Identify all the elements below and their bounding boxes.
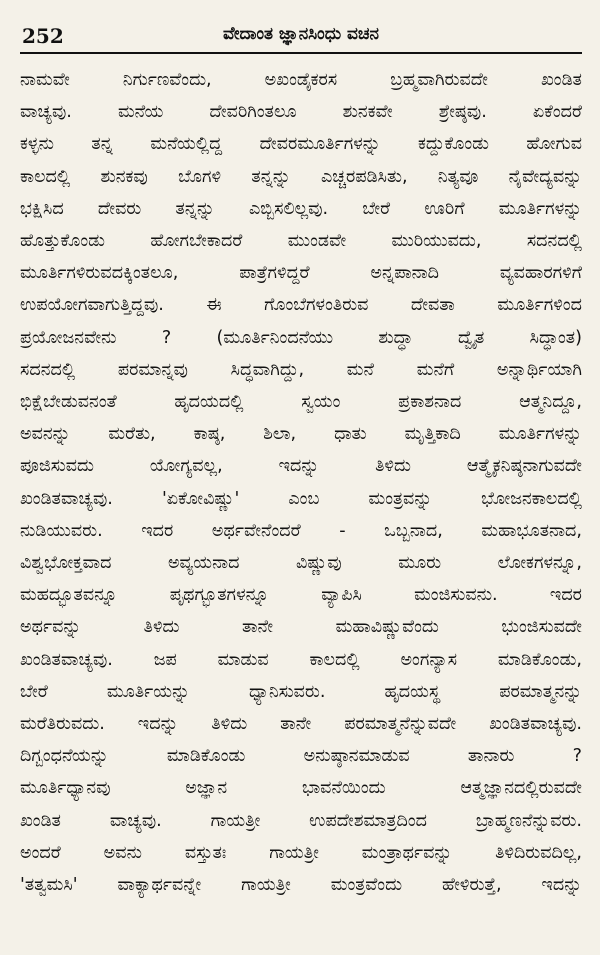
page-number: 252 xyxy=(22,24,64,48)
page-header xyxy=(20,18,582,48)
text-line: ಮೂರ್ತಿಗಳಿರುವದಕ್ಕಿಂತಲೂ, ಪಾತ್ರೆಗಳಿದ್ದರೆ ಅನ್ನಪಾನಾದಿ ವ್ಯವಹಾರಗಳಿಗೆ xyxy=(20,263,582,284)
text-line: ಪೂಜಿಸುವದು ಯೋಗ್ಯವಲ್ಲ, ಇದನ್ನು ತಿಳಿದು ಆತ್ಮೈಕನಿಷ್ಠನಾಗುವದೇ xyxy=(20,456,582,477)
text-line: 'ತತ್ವಮಸಿ' ವಾಕ್ಯಾರ್ಥವನ್ನೇ ಗಾಯತ್ರೀ ಮಂತ್ರವೆಂದು ಹೇಳಿರುತ್ತೆ, ಇದನ್ನು xyxy=(20,875,582,896)
text-line: ಭಿಕ್ಷೆಬೇಡುವನಂತೆ ಹೃದಯದಲ್ಲಿ ಸ್ವಯಂ ಪ್ರಕಾಶನಾದ ಆತ್ಮನಿದ್ದೂ, xyxy=(20,392,582,413)
text-line: ಕಳ್ಳನು ತನ್ನ ಮನೆಯಲ್ಲಿದ್ದ ದೇವರಮೂರ್ತಿಗಳನ್ನು ಕದ್ದುಕೊಂಡು ಹೋಗುವ xyxy=(20,134,582,155)
text-line: ವಿಶ್ವಭೋಕ್ತವಾದ ಅವ್ಯಯನಾದ ವಿಷ್ಣುವು ಮೂರು ಲೋಕಗಳನ್ನೂ, xyxy=(20,553,582,574)
text-line: ಖಂಡಿತವಾಚ್ಯವು. 'ಏಕೋವಿಷ್ಣು' ಎಂಬ ಮಂತ್ರವನ್ನು ಭೋಜನಕಾಲದಲ್ಲಿ xyxy=(20,488,582,509)
body-text xyxy=(20,64,582,901)
text-line: ಮರೆತಿರುವದು. ಇದನ್ನು ತಿಳಿದು ತಾನೇ ಪರಮಾತ್ಮನೆನ್ನುವದೇ ಖಂಡಿತವಾಚ್ಯವು. xyxy=(20,714,582,735)
text-line: ಅವನನ್ನು ಮರೆತು, ಕಾಷ್ಠ, ಶಿಲಾ, ಧಾತು ಮೃತ್ತಿಕಾದಿ ಮೂರ್ತಿಗಳನ್ನು xyxy=(20,424,582,445)
text-line: ಅಂದರೆ ಅವನು ವಸ್ತುತಃ ಗಾಯತ್ರೀ ಮಂತ್ರಾರ್ಥವನ್ನು ತಿಳಿದಿರುವದಿಲ್ಲ, xyxy=(20,842,582,863)
text-line: ಉಪಯೋಗವಾಗುತ್ತಿದ್ದವು. ಈ ಗೊಂಬೆಗಳಂತಿರುವ ದೇವತಾ ಮೂರ್ತಿಗಳಿಂದ xyxy=(20,295,582,316)
text-line: ದಿಗ್ಬಂಧನೆಯನ್ನು ಮಾಡಿಕೊಂಡು ಅನುಷ್ಠಾನಮಾಡುವ ತಾನಾರು ? xyxy=(20,746,582,767)
text-line: ಹೊತ್ತುಕೊಂಡು ಹೋಗಬೇಕಾದರೆ ಮುಂಡವೇ ಮುರಿಯುವದು, ಸದನದಲ್ಲಿ xyxy=(20,231,582,252)
text-line: ಸದನದಲ್ಲಿ ಪರಮಾನ್ನವು ಸಿದ್ಧವಾಗಿದ್ದು, ಮನೆ ಮನೆಗೆ ಅನ್ನಾರ್ಥಿಯಾಗಿ xyxy=(20,359,582,380)
text-line: ಪ್ರಯೋಜನವೇನು ? (ಮೂರ್ತಿನಿಂದನೆಯು ಶುದ್ಧಾ ದ್ವೈತ ಸಿದ್ಧಾಂತ) xyxy=(20,327,582,348)
text-line: ನಾಮವೇ ನಿರ್ಗುಣವೆಂದು, ಅಖಂಡೈಕರಸ ಬ್ರಹ್ಮವಾಗಿರುವದೇ ಖಂಡಿತ xyxy=(20,70,582,90)
text-line: ಮೂರ್ತಿಧ್ಯಾನವು ಅಜ್ಞಾನ ಭಾವನೆಯಿಂದು ಆತ್ಮಜ್ಞಾನದಲ್ಲಿರುವದೇ xyxy=(20,778,582,799)
header-rule xyxy=(20,52,582,54)
text-line: ಖಂಡಿತ ವಾಚ್ಯವು. ಗಾಯತ್ರೀ ಉಪದೇಶಮಾತ್ರದಿಂದ ಬ್ರಾಹ್ಮಣನೆನ್ನುವರು. xyxy=(20,810,582,831)
text-line: ಭಕ್ಷಿಸಿದ ದೇವರು ತನ್ನನ್ನು ಎಬ್ಬಿಸಲಿಲ್ಲವು. ಬೇರೆ ಊರಿಗೆ ಮೂರ್ತಿಗಳನ್ನು xyxy=(20,198,582,219)
text-line: ಬೇರೆ ಮೂರ್ತಿಯನ್ನು ಧ್ಯಾನಿಸುವರು. ಹೃದಯಸ್ಥ ಪರಮಾತ್ಮನನ್ನು xyxy=(20,681,582,702)
text-line: ನುಡಿಯುವರು. ಇದರ ಅರ್ಥವೇನೆಂದರೆ - ಒಬ್ಬನಾದ, ಮಹಾಭೂತನಾದ, xyxy=(20,520,582,541)
text-line: ಖಂಡಿತವಾಚ್ಯವು. ಜಪ ಮಾಡುವ ಕಾಲದಲ್ಲಿ ಅಂಗನ್ಯಾಸ ಮಾಡಿಕೊಂಡು, xyxy=(20,649,582,670)
text-line: ಅರ್ಥವನ್ನು ತಿಳಿದು ತಾನೇ ಮಹಾವಿಷ್ಣುವೆಂದು ಭುಂಜಿಸುವದೇ xyxy=(20,617,582,638)
text-line: ಕಾಲದಲ್ಲಿ ಶುನಕವು ಬೊಗಳಿ ತನ್ನನ್ನು ಎಚ್ಚರಪಡಿಸಿತು, ನಿತ್ಯವೂ ನೈವೇದ್ಯವನ್ನು xyxy=(20,166,582,187)
running-title: ವೇದಾಂತ ಜ್ಞಾನಸಿಂಧು ವಚನ xyxy=(222,24,379,44)
text-line: ವಾಚ್ಯವು. ಮನೆಯ ದೇವರಿಗಿಂತಲೂ ಶುನಕವೇ ಶ್ರೇಷ್ಠವು. ಏಕೆಂದರೆ xyxy=(20,102,582,123)
text-line: ಮಹದ್ಭೂತವನ್ನೂ ಪೃಥಗ್ಭೂತಗಳನ್ನೂ ವ್ಯಾಪಿಸಿ ಮಂಜಿಸುವನು. ಇದರ xyxy=(20,585,582,606)
